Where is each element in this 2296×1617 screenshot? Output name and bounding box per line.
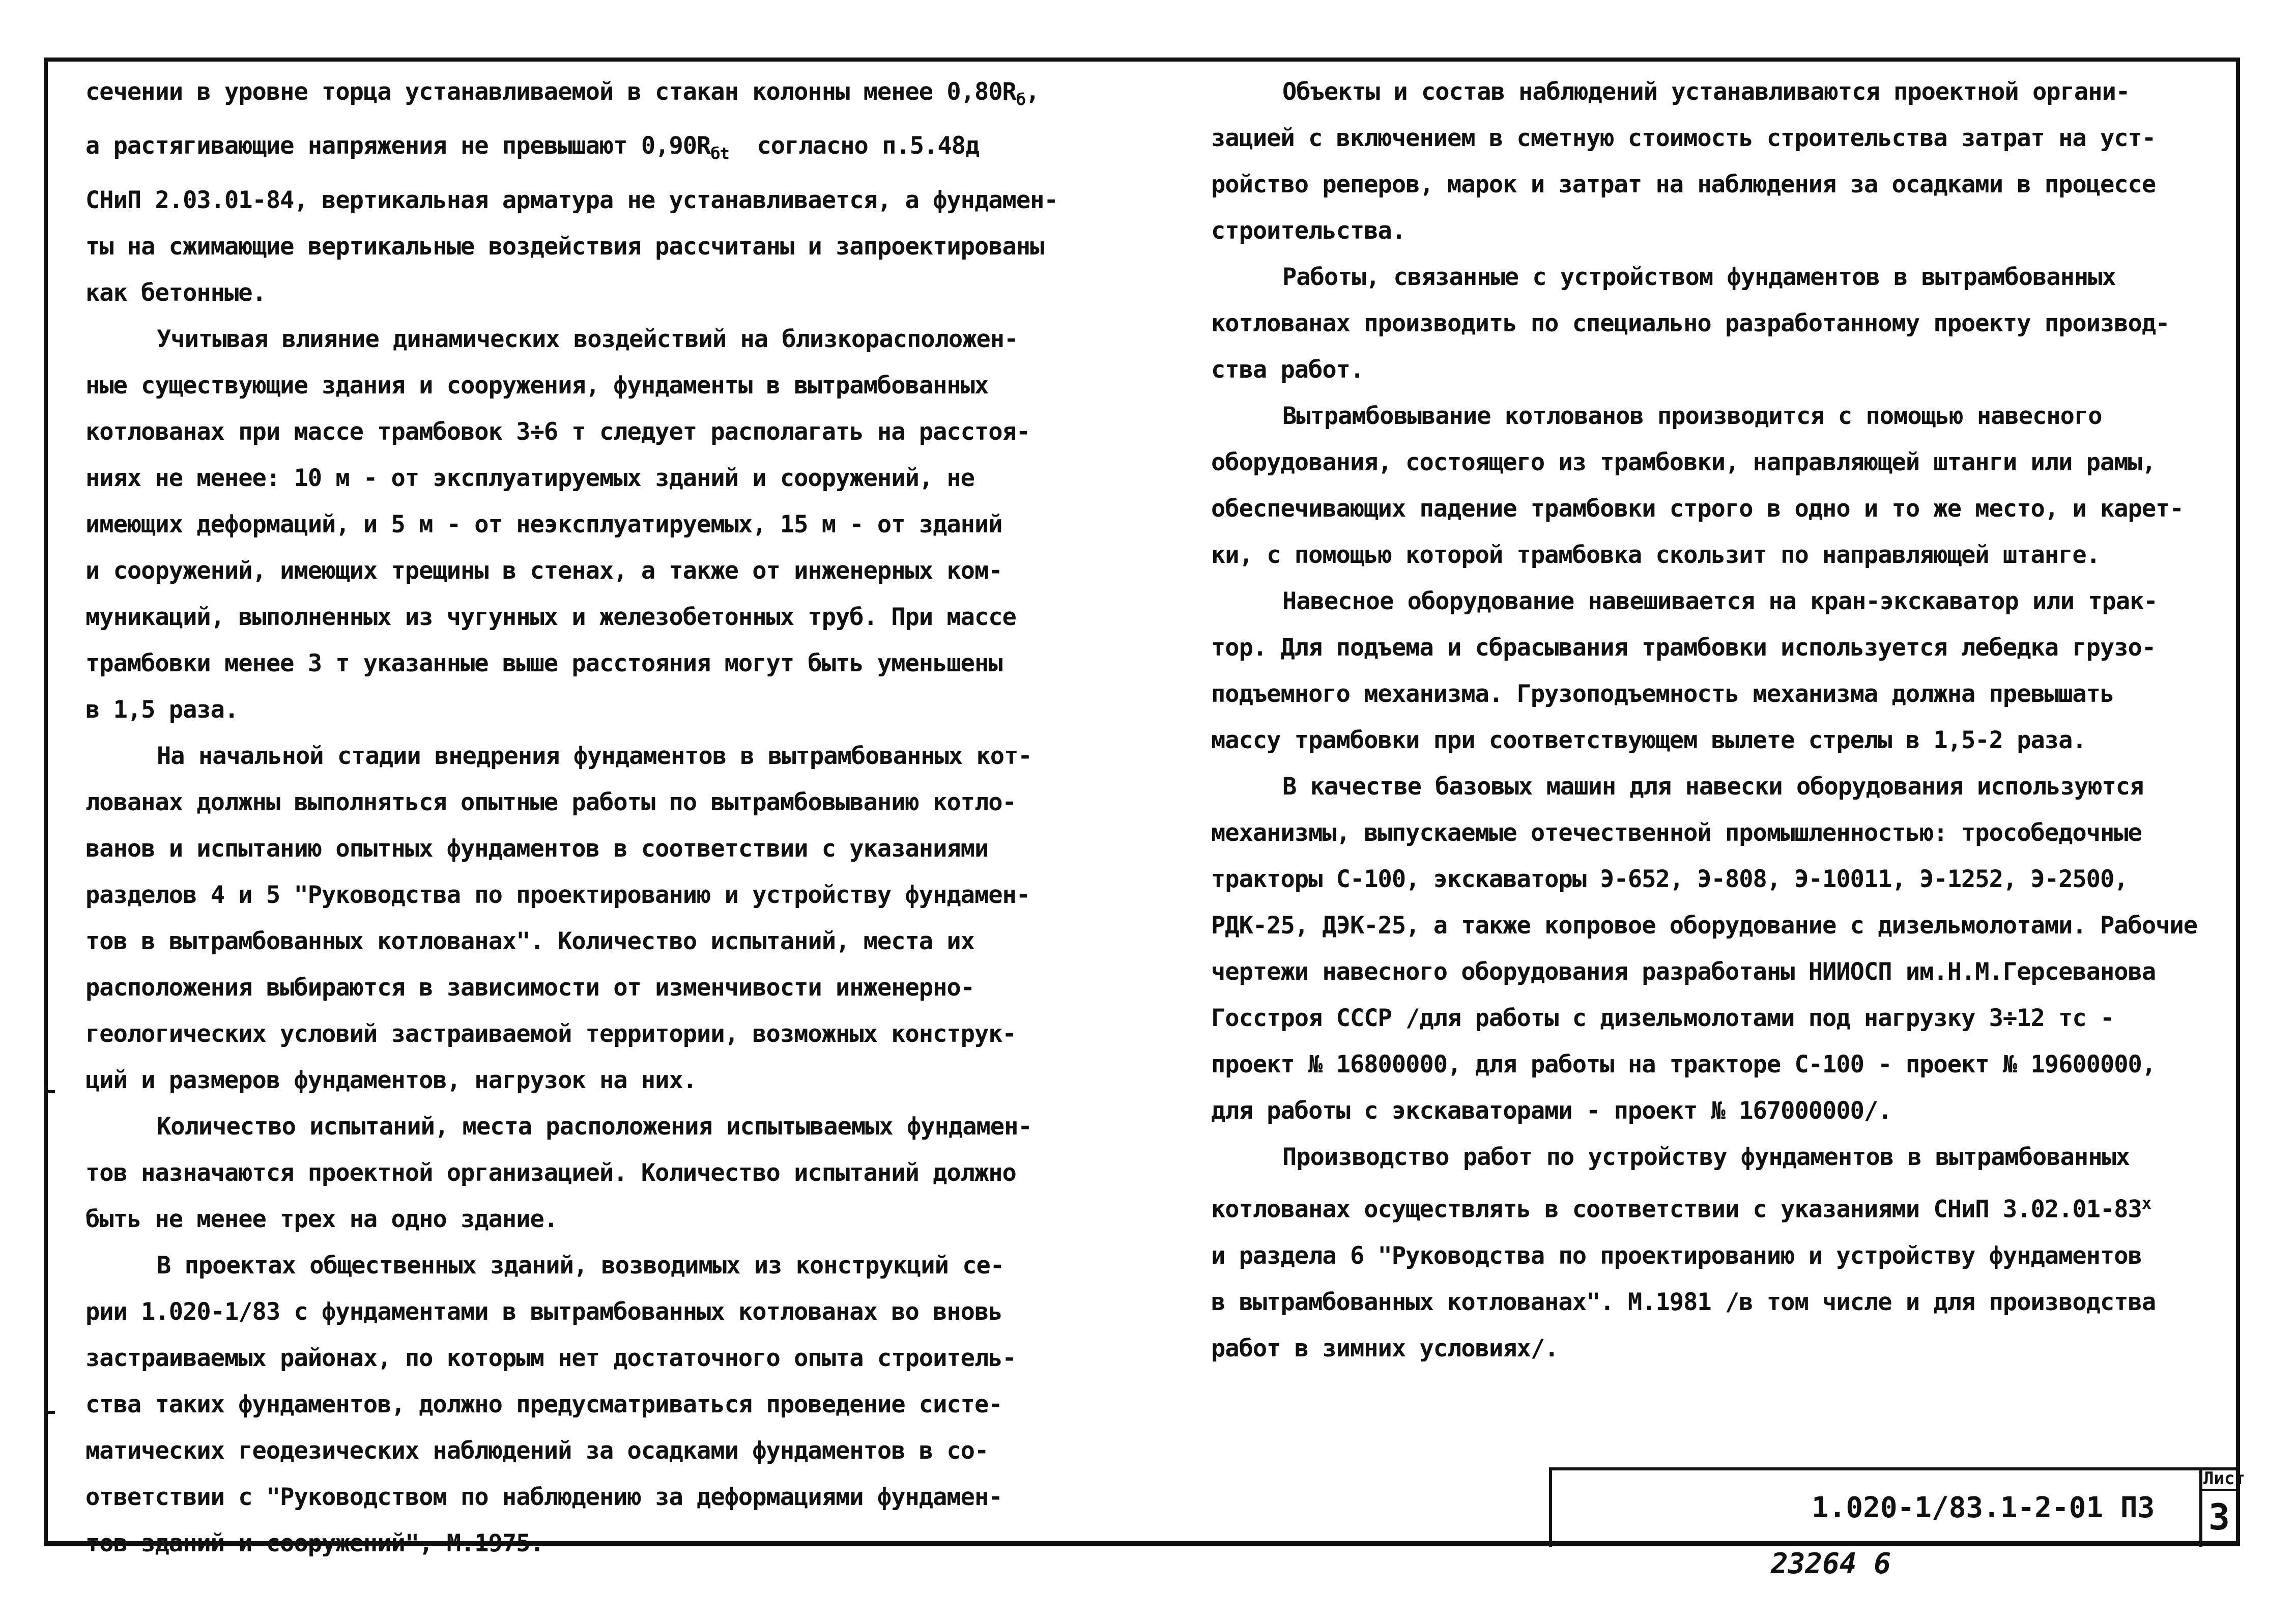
line-text: котлованах производить по специально разработанному проекту производ- [1211,309,2170,337]
line-text: обеспечивающих падение трамбовки строго в одно и то же место, и карет- [1211,495,2184,523]
line-text: котлованах при массе трамбовок 3÷6 т следует располагать на расстоя- [85,417,1030,446]
line-text: быть не менее трех на одно здание. [85,1205,558,1233]
text-line [85,1057,1134,1103]
line-text: ства таких фундаментов, должно предусматриваться проведение систе- [85,1390,1002,1419]
text-line [85,455,1134,501]
text-paragraph [85,733,1134,1103]
text-line [85,640,1134,687]
inventory-number: 23264 6 [1771,1547,1891,1580]
subscript: б [1016,90,1026,109]
text-line [1211,578,2234,625]
line-text: имеющих деформаций, и 5 м - от неэксплуатируемых, 15 м - от зданий [85,510,1002,538]
line-text: чертежи навесного оборудования разработаны НИИОСП им.Н.М.Герсеванова [1211,958,2156,986]
text-line [1211,486,2234,532]
text-line [85,1289,1134,1335]
line-text: Производство работ по устройству фундаментов в вытрамбованных [1282,1143,2130,1171]
line-text: муникаций, выполненных из чугунных и железобетонных труб. При массе [85,603,1016,631]
line-text: механизмы, выпускаемые отечественной промышленностью: трособедочные [1211,819,2142,847]
text-line [85,918,1134,964]
text-line [1211,254,2234,300]
line-text: массу трамбовки при соответствующем вылете стрелы в 1,5-2 раза. [1211,726,2086,754]
line-text: Количество испытаний, места расположения испытываемых фундамен- [157,1112,1032,1141]
text-line [1211,300,2234,347]
line-text: работ в зимних условиях/. [1211,1334,1559,1363]
line-text: ты на сжимающие вертикальные воздействия рассчитаны и запроектированы [85,232,1044,261]
line-text: в 1,5 раза. [85,695,239,724]
text-line [85,1103,1134,1150]
right-text-column [1211,69,2234,1372]
line-text: разделов 4 и 5 "Руководства по проектированию и устройству фундамен- [85,881,1030,909]
text-line [1211,208,2234,254]
text-line [85,1150,1134,1196]
line-text: подъемного механизма. Грузоподъемность механизма должна превышать [1211,680,2114,708]
text-line [85,1335,1134,1381]
text-line [85,270,1134,316]
line-text: тор. Для подъема и сбрасывания трамбовки используется лебедка грузо- [1211,634,2156,662]
line-text: а растягивающие напряжения не превышают 0,90R [85,132,711,160]
line-text: В качестве базовых машин для навески оборудования используются [1282,773,2144,801]
line-text: проект № 16800000, для работы на тракторе С-100 - проект № 19600000, [1211,1051,2156,1079]
line-text-tail: согласно п.5.48д [729,132,980,160]
line-text: Госстроя СССР /для работы с дизельмолотами под нагрузку 3÷12 тс - [1211,1004,2114,1032]
sheet-number: 3 [2208,1496,2230,1538]
text-line [85,594,1134,640]
sheet-label: Лист [2203,1468,2245,1489]
sheet-divider [2199,1489,2240,1491]
text-paragraph [1211,578,2234,763]
line-text: и раздела 6 "Руководства по проектированию и устройству фундаментов [1211,1241,2142,1270]
line-text: ные существующие здания и сооружения, фундаменты в вытрамбованных [85,371,989,400]
text-line [1211,671,2234,717]
line-text: На начальной стадии внедрения фундаментов в вытрамбованных кот- [157,742,1032,770]
text-line [85,733,1134,779]
text-paragraph [1211,393,2234,578]
text-line [1211,810,2234,856]
line-text: и сооружений, имеющих трещины в стенах, а также от инженерных ком- [85,556,1002,585]
text-line [1211,1088,2234,1134]
text-line [1211,1134,2234,1180]
text-line [85,362,1134,409]
text-line [85,69,1134,123]
text-line [1211,763,2234,810]
text-line [85,964,1134,1011]
text-line [85,123,1134,177]
text-line [85,1520,1134,1567]
text-line [85,223,1134,270]
text-line [85,687,1134,733]
text-paragraph [1211,763,2234,1134]
text-line [85,1381,1134,1428]
line-text: тов назначаются проектной организацией. Количество испытаний должно [85,1158,1016,1187]
text-line [85,409,1134,455]
text-line [85,1011,1134,1057]
line-text: лованах должны выполняться опытные работы по вытрамбовыванию котло- [85,788,1016,816]
text-line [85,1428,1134,1474]
line-text: ства работ. [1211,356,1364,384]
text-line [1211,949,2234,995]
text-line [1211,1233,2234,1279]
line-text: ройство реперов, марок и затрат на наблюдения за осадками в процессе [1211,171,2156,198]
line-text: для работы с экскаваторами - проект № 167000000/. [1211,1097,1892,1125]
text-paragraph [85,1242,1134,1567]
text-line [85,177,1134,223]
text-line [1211,1041,2234,1088]
line-text: трамбовки менее 3 т указанные выше расстояния могут быть уменьшены [85,649,1002,677]
line-text: Учитывая влияние динамических воздействий на близкорасположен- [157,325,1018,353]
text-line [85,501,1134,548]
text-line [1211,856,2234,902]
text-line [85,1242,1134,1289]
text-line [1211,115,2234,161]
document-code: 1.020-1/83.1-2-01 ПЗ [1812,1491,2155,1524]
text-paragraph [1211,254,2234,393]
line-text: ванов и испытанию опытных фундаментов в соответствии с указаниями [85,834,989,863]
line-text: Вытрамбовывание котлованов производится с помощью навесного [1282,402,2102,430]
line-text: тракторы С-100, экскаваторы Э-652, Э-808, Э-10011, Э-1252, Э-2500, [1211,865,2128,893]
line-text: ответствии с "Руководством по наблюдению за деформациями фундамен- [85,1483,1002,1511]
line-text: ки, с помощью которой трамбовка скользит по направляющей штанге. [1211,541,2100,569]
line-text: РДК-25, ДЭК-25, а также копровое оборудование с дизельмолотами. Рабочие [1211,912,2198,940]
text-line [85,779,1134,826]
text-line [1211,532,2234,578]
line-text: строительства. [1211,217,1406,245]
line-text: Объекты и состав наблюдений устанавливаются проектной органи- [1282,78,2130,106]
text-line [1211,1180,2234,1233]
line-text-tail: , [1025,78,1040,106]
line-text: оборудования, состоящего из трамбовки, направляющей штанги или рамы, [1211,448,2156,476]
left-text-column [85,69,1134,1567]
line-text: тов зданий и сооружений", М.1975. [85,1529,544,1557]
text-paragraph [85,316,1134,733]
text-line [1211,161,2234,208]
line-text: рии 1.020-1/83 с фундаментами в вытрамбованных котлованах во вновь [85,1297,1002,1326]
line-text: тов в вытрамбованных котлованах". Количество испытаний, места их [85,927,974,955]
line-text: как бетонные. [85,278,266,307]
line-text: Работы, связанные с устройством фундаментов в вытрамбованных [1282,263,2116,291]
line-text: зацией с включением в сметную стоимость строительства затрат на уст- [1211,124,2156,152]
text-line [1211,1279,2234,1325]
line-text: СНиП 2.03.01-84, вертикальная арматура не устанавливается, а фундамен- [85,186,1058,214]
line-text: котлованах осуществлять в соответствии с указаниями СНиП 3.02.01-83 [1211,1195,2142,1224]
line-text: Навесное оборудование навешивается на кран-экскаватор или трак- [1282,587,2158,615]
line-text: расположения выбираются в зависимости от изменчивости инженерно- [85,973,974,1002]
line-text: ниях не менее: 10 м - от эксплуатируемых зданий и сооружений, не [85,464,974,492]
text-line [1211,69,2234,115]
text-line [1211,902,2234,949]
text-paragraph [85,69,1134,316]
line-text: матических геодезических наблюдений за осадками фундаментов в со- [85,1436,989,1465]
text-line [85,316,1134,362]
line-text: В проектах общественных зданий, возводимых из конструкций се- [157,1251,1004,1280]
text-paragraph [1211,69,2234,254]
text-line [85,1196,1134,1242]
line-text: сечении в уровне торца устанавливаемой в стакан колонны менее 0,80R [85,78,1016,106]
text-line [85,826,1134,872]
margin-tick [44,1090,55,1093]
text-line [85,1474,1134,1520]
text-line [1211,995,2234,1041]
line-text: застраиваемых районах, по которым нет достаточного опыта строитель- [85,1344,1016,1372]
text-line [1211,439,2234,486]
text-line [85,548,1134,594]
text-line [1211,347,2234,393]
line-text: геологических условий застраиваемой территории, возможных конструк- [85,1019,1016,1048]
text-line [1211,625,2234,671]
text-line [1211,1325,2234,1372]
text-paragraph [1211,1134,2234,1372]
text-line [1211,717,2234,763]
line-text: ций и размеров фундаментов, нагрузок на них. [85,1066,697,1094]
superscript: х [2141,1194,2151,1213]
text-paragraph [85,1103,1134,1242]
text-line [1211,393,2234,439]
margin-tick [44,1411,55,1414]
text-line [85,872,1134,918]
line-text: в вытрамбованных котлованах". М.1981 /в том числе и для производства [1211,1288,2156,1316]
subscript: бt [710,144,729,163]
